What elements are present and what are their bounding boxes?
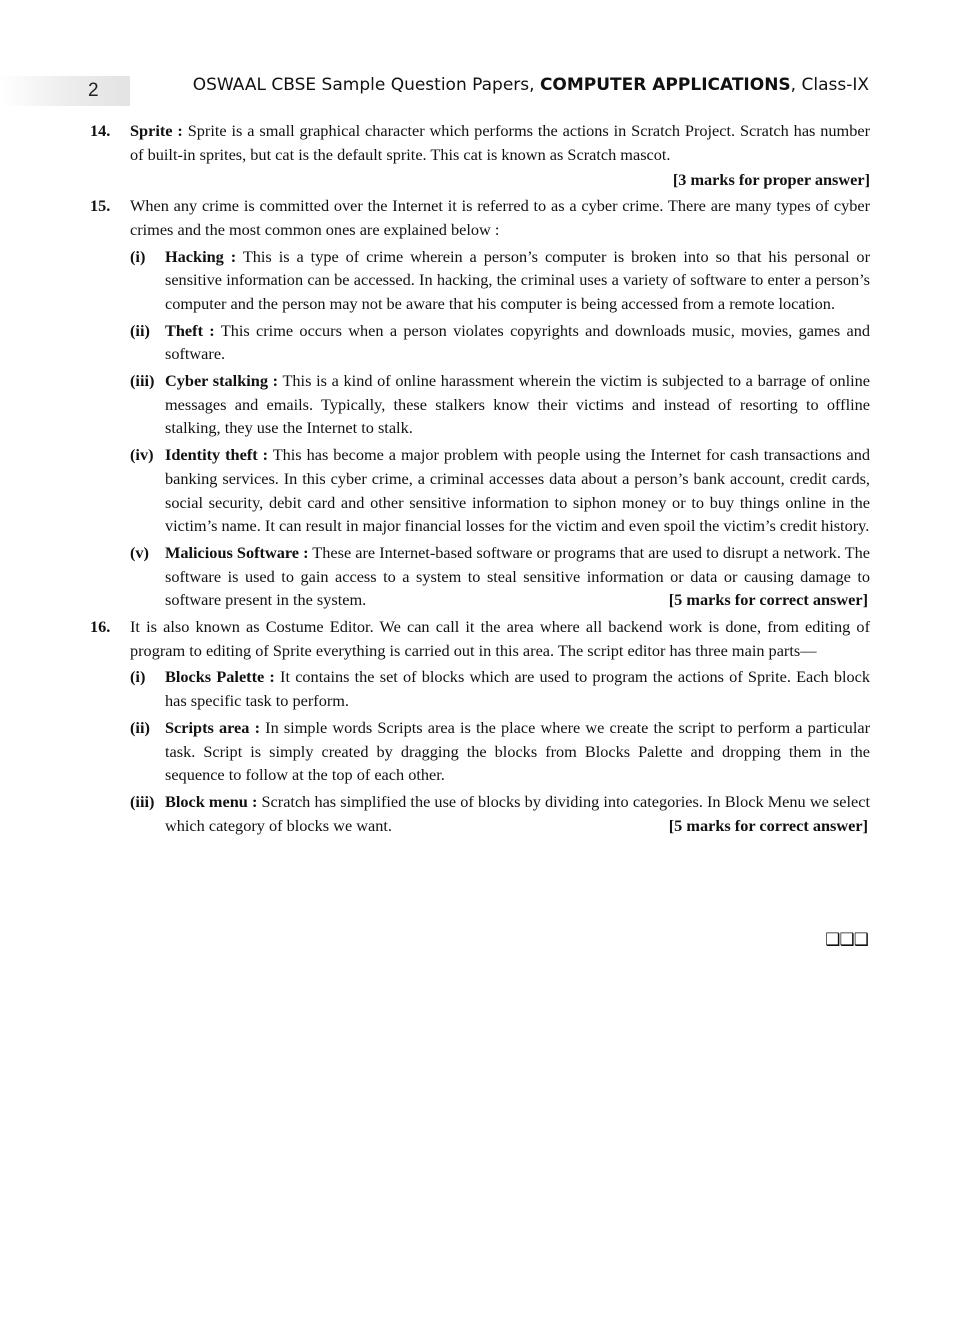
term: Theft : — [165, 320, 215, 340]
question-number: 16. — [90, 617, 111, 637]
item-number: (iii) — [130, 791, 155, 811]
list-item — [130, 541, 870, 612]
end-of-section-mark: ❑❑❑ — [825, 930, 868, 950]
question-14 — [90, 119, 870, 192]
list-item — [130, 443, 870, 538]
list-item — [130, 790, 870, 837]
term: Cyber stalking : — [165, 371, 279, 391]
list-item — [130, 319, 870, 366]
item-number: (iii) — [130, 371, 155, 391]
definition: This is a kind of online harassment wherein the victim is subjected to a barrage of online messages and emails. Typically, these stalkers know their victims and instead of resorting to offline stalking, they use the Internet to stalk. — [165, 371, 870, 438]
term: Identity theft : — [165, 445, 269, 465]
running-header — [193, 75, 869, 95]
list-item — [130, 665, 870, 712]
header-subject: COMPUTER APPLICATIONS — [539, 75, 791, 95]
list-item — [130, 369, 870, 440]
answer-intro: When any crime is committed over the Internet it is referred to as a cyber crime. There are many types of cyber crimes and the most common ones are explained below : — [130, 196, 870, 239]
question-number: 14. — [90, 121, 111, 140]
term: Sprite : — [130, 121, 183, 140]
term: Block menu : — [165, 791, 258, 811]
term: Blocks Palette : — [165, 667, 275, 687]
item-number: (v) — [130, 542, 149, 562]
definition: This crime occurs when a person violates copyrights and downloads music, movies, games and software. — [165, 320, 870, 364]
question-16 — [90, 615, 870, 837]
question-number: 15. — [90, 196, 111, 216]
definition: This is a type of crime wherein a person’s computer is broken into so that his personal or sensitive information can be accessed. In hacking, the criminal uses a variety of software to enter a person’s computer and the person may not be aware that his computer is being accessed from a remote location. — [165, 246, 870, 313]
definition: Scratch has simplified the use of blocks by dividing into categories. In Block Menu we select which category of blocks we want. — [165, 791, 870, 835]
definition: This has become a major problem with people using the Internet for cash transactions and banking services. In this cyber crime, a criminal accesses data about a person’s bank account, credit cards, social security, debit card and other sensitive information to siphon money or to buy things online in the victim’s name. It can result in major financial losses for the victim and even spoil the victim’s credit history. — [165, 445, 870, 536]
term: Scripts area : — [165, 717, 260, 737]
definition: In simple words Scripts area is the place where we create the script to perform a particular task. Script is simply created by dragging the blocks from Blocks Palette and dropping them in the sequence to follow at the top of each other. — [165, 717, 870, 785]
item-number: (i) — [130, 246, 146, 266]
answer-intro: It is also known as Costume Editor. We can call it the area where all backend work is done, from editing of program to editing of Sprite everything is carried out in this area. The script editor has three main parts— — [130, 617, 870, 660]
marks-note: [3 marks for proper answer] — [672, 170, 870, 190]
list-item — [130, 716, 870, 787]
item-number: (ii) — [130, 717, 150, 737]
term: Hacking : — [165, 246, 237, 266]
header-class: , Class-IX — [790, 75, 869, 95]
script-editor-parts-list — [130, 665, 870, 837]
answer-content — [90, 119, 870, 840]
definition: Sprite is a small graphical character which performs the actions in Scratch Project. Scratch has number of built-in sprites, but cat is the default sprite. This cat is known as Scratch mascot. — [130, 121, 870, 164]
item-number: (iv) — [130, 445, 154, 465]
definition: It contains the set of blocks which are used to program the actions of Sprite. Each block has specific task to perform. — [165, 667, 870, 711]
page-number: 2 — [88, 80, 99, 101]
question-15 — [90, 194, 870, 612]
marks-note: [5 marks for correct answer] — [668, 815, 868, 835]
page-number-tab — [0, 76, 130, 106]
list-item — [130, 245, 870, 316]
marks-note: [5 marks for correct answer] — [668, 590, 868, 610]
definition: These are Internet-based software or programs that are used to disrupt a network. The software is used to gain access to a system to steal sensitive information or data or causing damage to software present in the system. — [165, 542, 870, 610]
cyber-crime-list — [130, 245, 870, 613]
item-number: (ii) — [130, 320, 150, 340]
term: Malicious Software : — [165, 542, 309, 562]
header-title-prefix: OSWAAL CBSE Sample Question Papers, — [192, 75, 540, 95]
item-number: (i) — [130, 667, 146, 687]
answer-text — [130, 119, 870, 166]
